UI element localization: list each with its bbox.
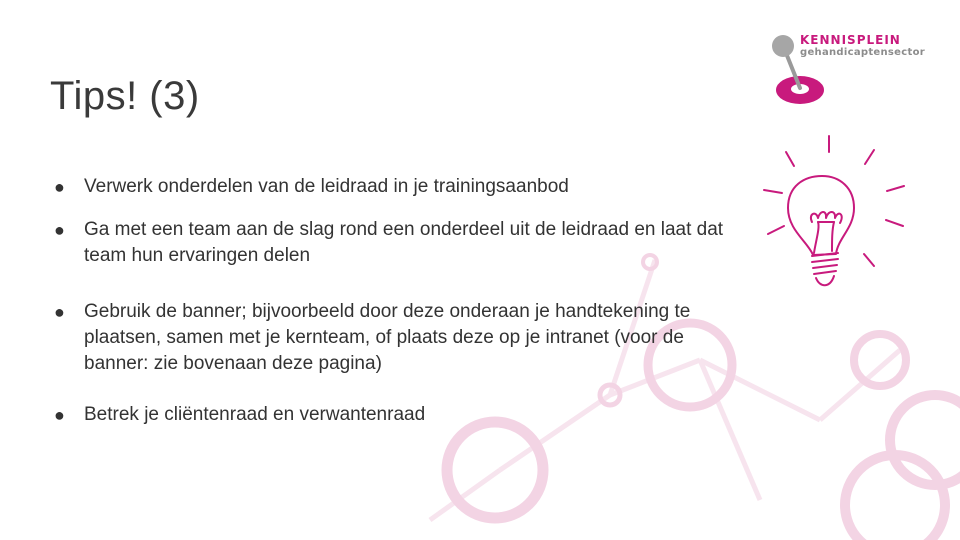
- bullet-icon: ●: [54, 302, 65, 322]
- list-item-text: Gebruik de banner; bijvoorbeeld door deze onderaan je handtekening te plaatsen, samen met je kernteam, of plaats deze op je intranet (voor de banner: zie bovenaan deze pagina): [84, 301, 691, 374]
- tips-list: [52, 174, 732, 428]
- list-item-text: Verwerk onderdelen van de leidraad in je trainingsaanbod: [84, 176, 569, 197]
- list-item: [52, 299, 732, 377]
- bullet-icon: ●: [54, 220, 65, 240]
- bullet-icon: ●: [54, 405, 65, 425]
- list-item: [52, 174, 732, 200]
- list-item: [52, 402, 732, 428]
- logo-name: KENNISPLEIN: [800, 33, 901, 47]
- slide-title: Tips! (3): [50, 74, 200, 118]
- lightbulb-icon: [756, 130, 916, 300]
- kennisplein-logo: [770, 32, 930, 108]
- list-item-text: Ga met een team aan de slag rond een onderdeel uit de leidraad en laat dat team hun ervaringen delen: [84, 219, 724, 266]
- list-item: [52, 217, 732, 269]
- list-item-text: Betrek je cliëntenraad en verwantenraad: [84, 404, 426, 425]
- bullet-icon: ●: [54, 177, 65, 197]
- logo-subtitle: gehandicaptensector: [800, 47, 925, 58]
